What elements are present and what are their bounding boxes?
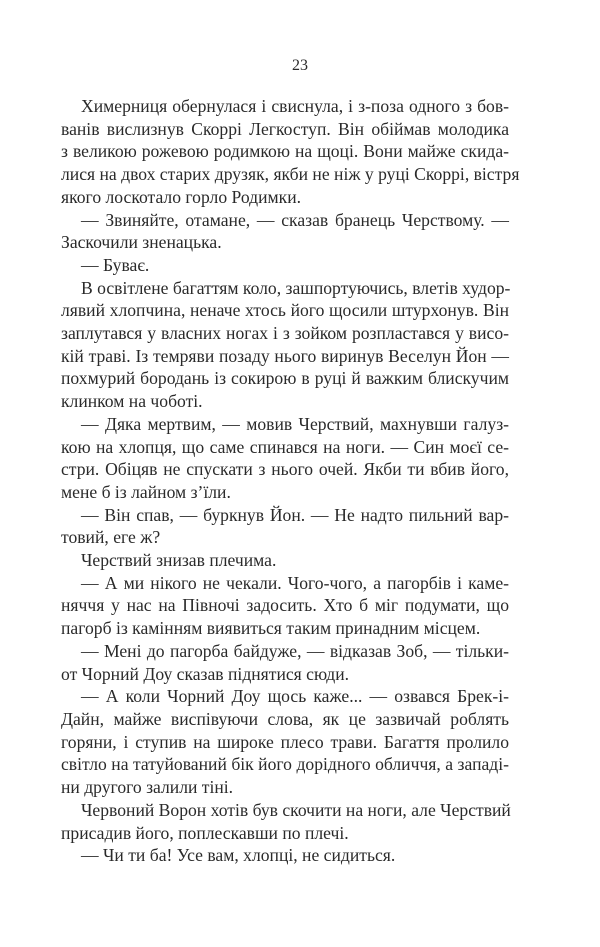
paragraph bbox=[61, 277, 509, 413]
text-line: Заскочили зненацька. bbox=[61, 232, 222, 253]
text-line: — Чи ти ба! Усе вам, хлопці, не сидиться. bbox=[81, 845, 396, 866]
text-line: от Чорний Доу сказав піднятися сюди. bbox=[61, 663, 350, 684]
text-line: кою на хлопця, що саме спинався на ноги. — Син моєї се- bbox=[61, 436, 509, 457]
text-line: — А коли Чорний Доу щось каже... — озвався Брек-і- bbox=[81, 686, 509, 707]
text-line: — А ми нікого не чекали. Чого-чого, а пагорбів і каме- bbox=[81, 572, 509, 593]
text-line: лявий хлопчина, неначе хтось його щосили штурхонув. Він bbox=[61, 300, 509, 321]
text-line: — Буває. bbox=[81, 254, 150, 275]
paragraph bbox=[61, 209, 509, 254]
text-line: — Він спав, — буркнув Йон. — Не надто пильний вар- bbox=[81, 504, 509, 525]
text-line: ни другого залили тіні. bbox=[61, 777, 234, 798]
paragraph bbox=[61, 799, 509, 844]
text-line: товий, еге ж? bbox=[61, 527, 161, 548]
text-line: Дайн, майже виспівуючи слова, як це зазвичай роблять bbox=[61, 708, 509, 729]
paragraph bbox=[61, 95, 520, 209]
paragraph bbox=[61, 640, 509, 685]
body-text bbox=[61, 95, 520, 867]
text-line: з великою рожевою родимкою на щоці. Вони майже скида- bbox=[61, 141, 509, 162]
text-line: заплутався у власних ногах і з зойком розпластався у висо- bbox=[61, 323, 509, 344]
text-line: клинком на чоботі. bbox=[61, 391, 203, 412]
paragraph bbox=[61, 504, 509, 549]
paragraph bbox=[61, 413, 509, 504]
paragraph bbox=[61, 844, 509, 867]
text-line: — Дяка мертвим, — мовив Черствий, махнувши галуз- bbox=[81, 413, 509, 434]
text-line: Червоний Ворон хотів був скочити на ноги, але Черствий bbox=[81, 799, 511, 820]
text-line: світло на татуйований бік його дорідного обличчя, а западі- bbox=[61, 754, 509, 775]
paragraph bbox=[61, 572, 509, 640]
text-line: — Звиняйте, отамане, — сказав бранець Черствому. — bbox=[81, 209, 509, 230]
text-line: кій траві. Із темряви позаду нього виринув Веселун Йон — bbox=[61, 345, 509, 366]
paragraph bbox=[61, 685, 509, 799]
text-line: В освітлене багаттям коло, зашпортуючись, влетів худор- bbox=[81, 277, 511, 298]
text-line: присадив його, поплескавши по плечі. bbox=[61, 822, 349, 843]
text-line: якого лоскотало горло Родимки. bbox=[61, 186, 302, 207]
text-line: похмурий бородань із сокирою в руці й важким блискучим bbox=[61, 368, 509, 389]
text-line: пагорб із камінням виявиться таким принадним місцем. bbox=[61, 618, 481, 639]
text-line: ванів вислизнув Скоррі Легкоступ. Він обіймав молодика bbox=[61, 118, 509, 139]
paragraph bbox=[61, 549, 509, 572]
text-line: Химерниця обернулася і свиснула, і з-поза одного з бов- bbox=[81, 96, 509, 116]
text-line: горяни, і ступив на широке плесо трави. Багаття пролило bbox=[61, 731, 509, 752]
text-line: мене б із лайном з’їли. bbox=[61, 481, 231, 502]
text-line: — Мені до пагорба байдуже, — відказав Зоб, — тільки- bbox=[81, 640, 509, 661]
paragraph bbox=[61, 254, 509, 277]
text-line: стри. Обіцяв не спускати з нього очей. Якби ти вбив його, bbox=[61, 459, 509, 480]
page-number: 23 bbox=[292, 57, 308, 74]
text-line: лися на двох старих друзяк, якби не ніж у руці Скоррі, вістря bbox=[61, 164, 520, 185]
text-line: няччя у нас на Півночі задосить. Хто б міг подумати, що bbox=[61, 595, 509, 616]
text-line: Черствий знизав плечима. bbox=[81, 550, 277, 571]
